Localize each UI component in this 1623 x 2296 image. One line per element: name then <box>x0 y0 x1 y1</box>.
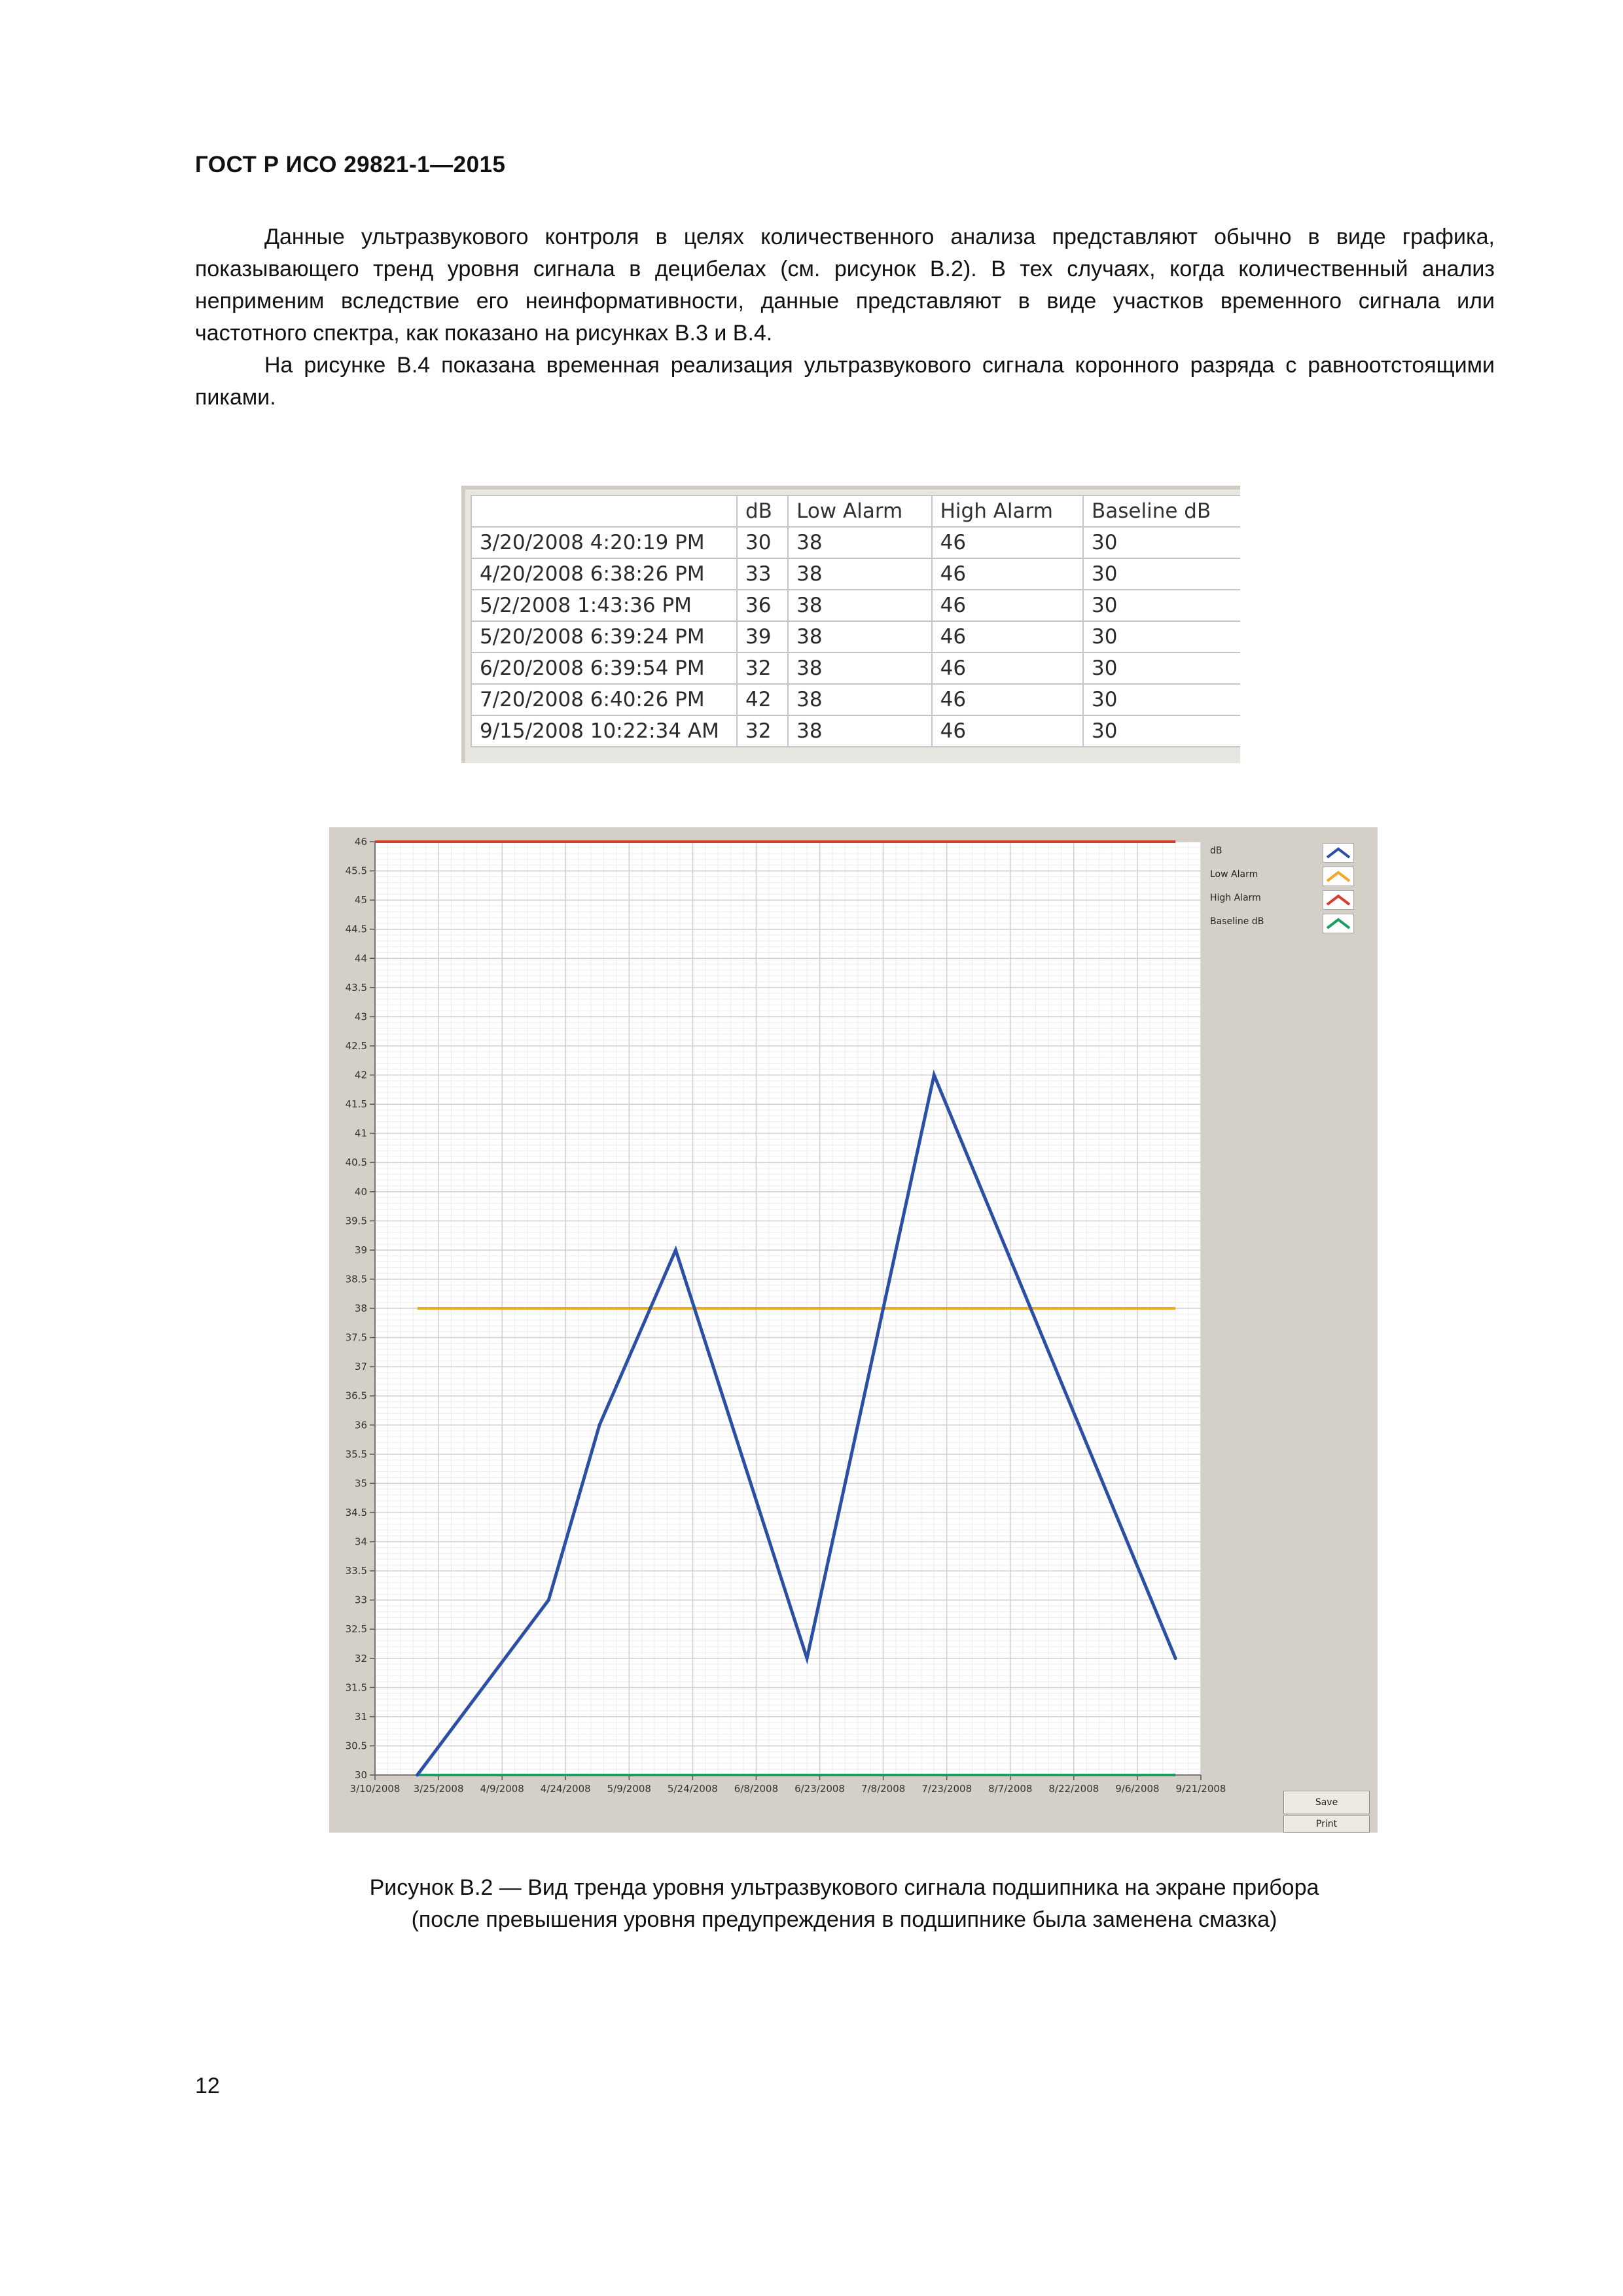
data-point <box>806 1657 809 1660</box>
table-row[interactable] <box>471 621 1240 653</box>
y-tick-label: 43 <box>354 1011 367 1023</box>
x-tick-label: 5/9/2008 <box>607 1783 651 1795</box>
data-point <box>416 1774 419 1777</box>
cell-high-alarm: 46 <box>932 715 1083 747</box>
cell-timestamp: 5/2/2008 1:43:36 PM <box>471 590 737 621</box>
y-tick-label: 35 <box>354 1477 367 1490</box>
cell-baseline-db: 30 <box>1083 715 1240 747</box>
x-tick-label: 6/23/2008 <box>794 1783 845 1795</box>
data-point <box>1174 1657 1177 1660</box>
body-text <box>195 221 1495 414</box>
y-tick-label: 30.5 <box>345 1740 367 1752</box>
table-row[interactable] <box>471 527 1240 558</box>
cell-high-alarm: 46 <box>932 621 1083 653</box>
col-header-low-alarm: Low Alarm <box>788 495 932 527</box>
cell-timestamp: 4/20/2008 6:38:26 PM <box>471 558 737 590</box>
x-tick-label: 8/7/2008 <box>988 1783 1033 1795</box>
cell-db: 39 <box>737 621 788 653</box>
col-header-timestamp <box>471 495 737 527</box>
y-tick-label: 41.5 <box>345 1098 367 1111</box>
y-tick-label: 41 <box>354 1127 367 1139</box>
x-tick-label: 4/9/2008 <box>480 1783 524 1795</box>
legend-label: High Alarm <box>1210 893 1261 903</box>
paragraph-2: На рисунке В.4 показана временная реализация ультразвукового сигнала коронного разряда с равноотстоящими пиками. <box>195 353 1495 410</box>
y-tick-label: 37.5 <box>345 1331 367 1344</box>
data-point <box>933 1073 936 1077</box>
legend-label: Baseline dB <box>1210 916 1264 927</box>
cell-low-alarm: 38 <box>788 621 932 653</box>
y-tick-label: 30 <box>354 1769 367 1781</box>
cell-low-alarm: 38 <box>788 684 932 715</box>
cell-db: 42 <box>737 684 788 715</box>
x-tick-label: 9/21/2008 <box>1175 1783 1226 1795</box>
cell-db: 30 <box>737 527 788 558</box>
data-point <box>674 1248 677 1251</box>
cell-baseline-db: 30 <box>1083 590 1240 621</box>
y-tick-label: 37 <box>354 1361 367 1373</box>
table-row[interactable] <box>471 715 1240 747</box>
col-header-db: dB <box>737 495 788 527</box>
legend-item-high-alarm[interactable] <box>1210 889 1367 912</box>
x-tick-label: 3/10/2008 <box>349 1783 401 1795</box>
legend-item-db[interactable] <box>1210 842 1367 865</box>
caption-line-2: (после превышения уровня предупреждения в подшипнике была заменена смазка) <box>411 1907 1277 1932</box>
x-tick-label: 9/6/2008 <box>1115 1783 1160 1795</box>
y-tick-label: 31 <box>354 1710 367 1723</box>
data-table <box>471 495 1240 747</box>
y-tick-label: 38.5 <box>345 1273 367 1285</box>
cell-timestamp: 7/20/2008 6:40:26 PM <box>471 684 737 715</box>
y-tick-label: 34 <box>354 1535 367 1548</box>
cell-high-alarm: 46 <box>932 653 1083 684</box>
y-tick-label: 46 <box>354 836 367 848</box>
cell-low-alarm: 38 <box>788 653 932 684</box>
y-tick-label: 39.5 <box>345 1215 367 1227</box>
cell-high-alarm: 46 <box>932 684 1083 715</box>
y-tick-label: 44 <box>354 952 367 965</box>
cell-high-alarm: 46 <box>932 558 1083 590</box>
table-header-row <box>471 495 1240 527</box>
y-tick-label: 45.5 <box>345 865 367 877</box>
y-tick-label: 45 <box>354 894 367 906</box>
legend-item-baseline-db[interactable] <box>1210 912 1367 936</box>
data-table-screenshot <box>461 486 1240 763</box>
cell-timestamp: 9/15/2008 10:22:34 AM <box>471 715 737 747</box>
cell-baseline-db: 30 <box>1083 684 1240 715</box>
figure-caption <box>196 1872 1492 1936</box>
cell-low-alarm: 38 <box>788 558 932 590</box>
x-tick-label: 6/8/2008 <box>734 1783 779 1795</box>
legend-item-low-alarm[interactable] <box>1210 865 1367 889</box>
cell-high-alarm: 46 <box>932 527 1083 558</box>
data-point <box>598 1424 601 1427</box>
table-row[interactable] <box>471 684 1240 715</box>
x-tick-label: 4/24/2008 <box>540 1783 591 1795</box>
y-tick-label: 32 <box>354 1652 367 1664</box>
x-tick-label: 5/24/2008 <box>667 1783 718 1795</box>
cell-db: 33 <box>737 558 788 590</box>
col-header-high-alarm: High Alarm <box>932 495 1083 527</box>
y-tick-label: 40 <box>354 1185 367 1198</box>
y-tick-label: 44.5 <box>345 923 367 935</box>
x-tick-label: 7/23/2008 <box>921 1783 972 1795</box>
cell-db: 36 <box>737 590 788 621</box>
print-button[interactable]: Print <box>1283 1816 1370 1833</box>
paragraph-1: Данные ультразвукового контроля в целях количественного анализа представляют обычно в виде графика, показывающего тренд уровня сигнала в децибелах (см. рисунок В.2). В тех случаях, когда количественный анализ неприменим вследствие его неинформативности, данные представляют в виде участков временного сигнала или частотного спектра, как показано на рисунках В.3 и В.4. <box>195 224 1495 346</box>
cell-timestamp: 6/20/2008 6:39:54 PM <box>471 653 737 684</box>
y-tick-label: 43.5 <box>345 981 367 994</box>
y-tick-label: 36.5 <box>345 1390 367 1402</box>
cell-timestamp: 3/20/2008 4:20:19 PM <box>471 527 737 558</box>
cell-baseline-db: 30 <box>1083 621 1240 653</box>
legend-label: dB <box>1210 846 1222 856</box>
save-button[interactable]: Save <box>1283 1791 1370 1814</box>
y-tick-label: 31.5 <box>345 1681 367 1694</box>
x-tick-label: 8/22/2008 <box>1048 1783 1099 1795</box>
caption-line-1: Рисунок В.2 — Вид тренда уровня ультразвукового сигнала подшипника на экране прибора <box>369 1875 1319 1900</box>
trend-chart-screenshot <box>329 827 1378 1833</box>
chart-legend <box>1210 842 1367 936</box>
table-row[interactable] <box>471 653 1240 684</box>
cell-db: 32 <box>737 715 788 747</box>
cell-baseline-db: 30 <box>1083 527 1240 558</box>
cell-low-alarm: 38 <box>788 527 932 558</box>
cell-low-alarm: 38 <box>788 715 932 747</box>
document-standard-header: ГОСТ Р ИСО 29821-1—2015 <box>195 152 506 177</box>
y-tick-label: 38 <box>354 1302 367 1314</box>
y-tick-label: 33.5 <box>345 1565 367 1577</box>
cell-high-alarm: 46 <box>932 590 1083 621</box>
legend-label: Low Alarm <box>1210 869 1258 880</box>
y-tick-label: 33 <box>354 1594 367 1606</box>
y-tick-label: 32.5 <box>345 1623 367 1636</box>
trend-chart <box>329 827 1378 1833</box>
data-point <box>547 1598 550 1602</box>
y-tick-label: 34.5 <box>345 1506 367 1518</box>
y-tick-label: 40.5 <box>345 1157 367 1169</box>
cell-baseline-db: 30 <box>1083 653 1240 684</box>
x-tick-label: 7/8/2008 <box>861 1783 906 1795</box>
legend-swatch-icon <box>1323 867 1354 886</box>
col-header-baseline-db: Baseline dB <box>1083 495 1240 527</box>
table-row[interactable] <box>471 590 1240 621</box>
table-row[interactable] <box>471 558 1240 590</box>
cell-baseline-db: 30 <box>1083 558 1240 590</box>
cell-timestamp: 5/20/2008 6:39:24 PM <box>471 621 737 653</box>
y-tick-label: 36 <box>354 1419 367 1431</box>
x-tick-label: 3/25/2008 <box>413 1783 464 1795</box>
legend-swatch-icon <box>1323 890 1354 910</box>
y-tick-label: 42 <box>354 1069 367 1081</box>
y-tick-label: 39 <box>354 1244 367 1256</box>
y-tick-label: 35.5 <box>345 1448 367 1460</box>
cell-low-alarm: 38 <box>788 590 932 621</box>
y-tick-label: 42.5 <box>345 1039 367 1052</box>
page-number: 12 <box>195 2073 220 2098</box>
legend-swatch-icon <box>1323 914 1354 933</box>
cell-db: 32 <box>737 653 788 684</box>
legend-swatch-icon <box>1323 843 1354 863</box>
